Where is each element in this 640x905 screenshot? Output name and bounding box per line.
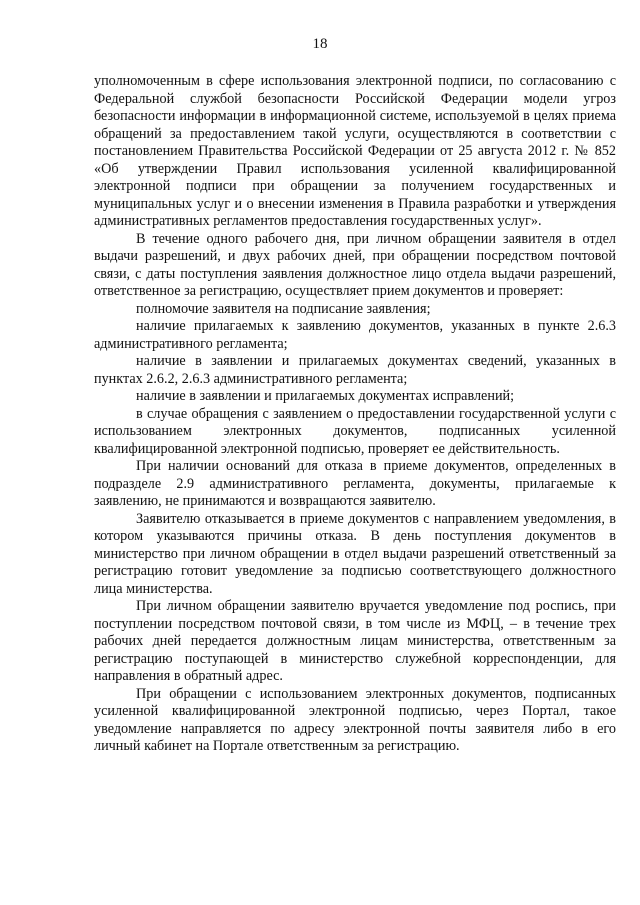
paragraph: наличие прилагаемых к заявлению документов, указанных в пункте 2.6.3 административного регламента; [94,318,616,352]
paragraph: В течение одного рабочего дня, при личном обращении заявителя в отдел выдачи разрешений, и двух рабочих дней, при обращении посредством почтовой связи, с даты поступления заявления должностное лицо отдела выдачи разрешений, ответственное за регистрацию, осуществляет прием документов и проверяет: [94,230,616,299]
paragraph: наличие в заявлении и прилагаемых документах сведений, указанных в пунктах 2.6.2, 2.6.3 административного регламента; [94,353,616,387]
paragraph: Заявителю отказывается в приеме документов с направлением уведомления, в котором указываются причины отказа. В день поступления документов в министерство при личном обращении в отдел выдачи разрешений ответственный за регистрацию готовит уведомление за подписью соответствующего должностного лица министерства. [94,510,616,597]
document-body [94,73,616,756]
paragraph: При наличии оснований для отказа в приеме документов, определенных в подразделе 2.9 административного регламента, документы, прилагаемые к заявлению, не принимаются и возвращаются заявителю. [94,458,616,509]
paragraph: При личном обращении заявителю вручается уведомление под роспись, при поступлении посредством почтовой связи, в том числе из МФЦ, – в течение трех рабочих дней передается должностным лицам министерства, ответственным за регистрацию поступающей в министерство служебной корреспонденции, для направления в обратный адрес. [94,598,616,684]
paragraph: полномочие заявителя на подписание заявления; [136,300,431,317]
page-number: 18 [312,36,328,52]
paragraph: в случае обращения с заявлением о предоставлении государственной услуги с использованием электронных документов, подписанных усиленной квалифицированной электронной подписью, проверяет ее действительность. [94,405,616,457]
paragraph: наличие в заявлении и прилагаемых документах исправлений; [136,388,515,404]
paragraph-continuation: уполномоченным в сфере использования электронной подписи, по согласованию с Федеральной службой безопасности Российской Федерации модели угроз безопасности информации в информационной системе, используемой в целях приема обращений за предоставлением такой услуги, осуществляются в соответствии с постановлением Правительства Российской Федерации от 25 августа 2012 г. № 852 «Об утверждении Правил использования усиленной квалифицированной электронной подписи при обращении за получением государственных и муниципальных услуг и о внесении изменения в Правила разработки и утверждения административных регламентов предоставления государственных услуг». [94,73,616,229]
paragraph: При обращении с использованием электронных документов, подписанных усиленной квалифицированной электронной подписью, через Портал, такое уведомление направляется по адресу электронной почты заявителя либо в его личный кабинет на Портале ответственным за регистрацию. [94,685,616,754]
